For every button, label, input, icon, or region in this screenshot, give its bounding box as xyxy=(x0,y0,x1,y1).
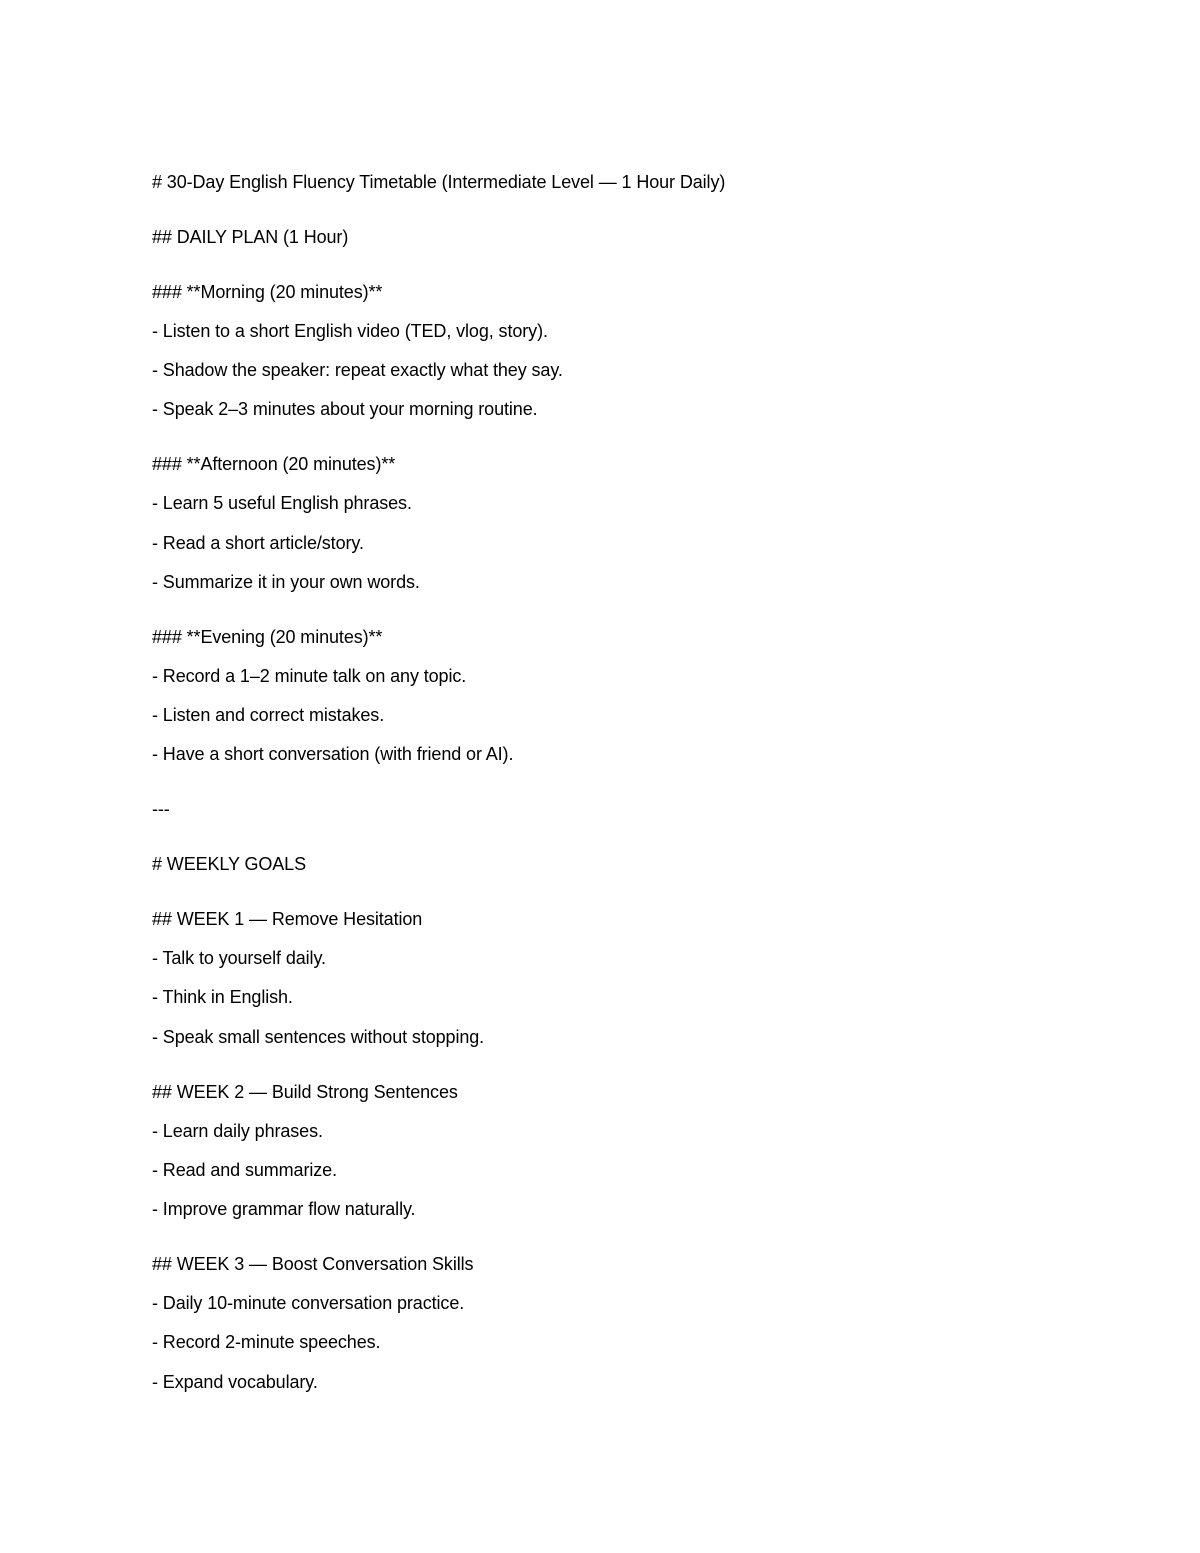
list-item: - Record a 1–2 minute talk on any topic. xyxy=(152,666,467,686)
list-item: - Daily 10-minute conversation practice. xyxy=(152,1293,465,1313)
list-item: - Learn daily phrases. xyxy=(152,1121,323,1141)
subheading-evening: ### **Evening (20 minutes)** xyxy=(152,627,383,647)
list-item: - Speak small sentences without stopping. xyxy=(152,1027,485,1047)
list-item: - Improve grammar flow naturally. xyxy=(152,1199,416,1219)
list-item: - Record 2-minute speeches. xyxy=(152,1332,381,1352)
list-item: - Read and summarize. xyxy=(152,1160,337,1180)
list-item: - Shadow the speaker: repeat exactly what they say. xyxy=(152,360,563,380)
doc-title: # 30-Day English Fluency Timetable (Intermediate Level — 1 Hour Daily) xyxy=(152,172,726,192)
subheading-morning: ### **Morning (20 minutes)** xyxy=(152,282,383,302)
subheading-afternoon: ### **Afternoon (20 minutes)** xyxy=(152,454,396,474)
list-item: - Summarize it in your own words. xyxy=(152,572,420,592)
list-item: - Expand vocabulary. xyxy=(152,1372,318,1392)
list-item: - Listen to a short English video (TED, vlog, story). xyxy=(152,321,548,341)
list-item: - Talk to yourself daily. xyxy=(152,948,326,968)
list-item: - Learn 5 useful English phrases. xyxy=(152,493,412,513)
list-item: - Speak 2–3 minutes about your morning routine. xyxy=(152,399,538,419)
list-item: - Read a short article/story. xyxy=(152,533,364,553)
list-item: - Think in English. xyxy=(152,987,293,1007)
section-heading-weekly-goals: # WEEKLY GOALS xyxy=(152,854,306,874)
section-heading-daily-plan: ## DAILY PLAN (1 Hour) xyxy=(152,227,349,247)
horizontal-rule-marker: --- xyxy=(152,799,170,819)
list-item: - Listen and correct mistakes. xyxy=(152,705,385,725)
list-item: - Have a short conversation (with friend or AI). xyxy=(152,744,514,764)
week-heading-2: ## WEEK 2 — Build Strong Sentences xyxy=(152,1082,458,1102)
week-heading-1: ## WEEK 1 — Remove Hesitation xyxy=(152,909,423,929)
week-heading-3: ## WEEK 3 — Boost Conversation Skills xyxy=(152,1254,474,1274)
